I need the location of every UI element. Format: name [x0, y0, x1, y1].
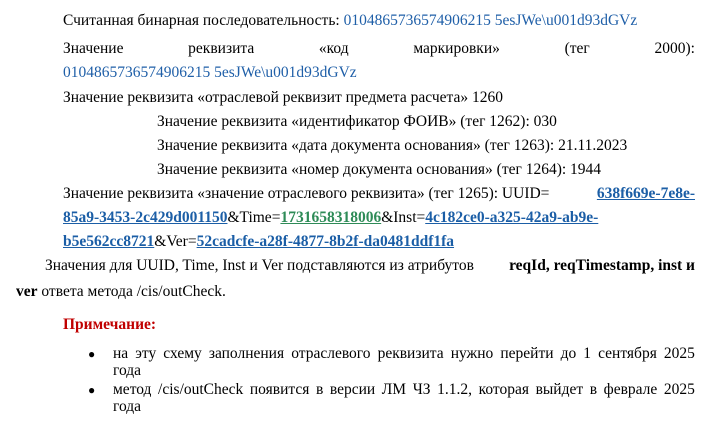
tag-1262-line: Значение реквизита «идентификатор ФОИВ» (тег 1262): 030	[157, 113, 557, 130]
industry-requisite-line: Значение реквизита «отраслевой реквизит предмета расчета» 1260	[63, 89, 503, 106]
tag-2000-word: Значение	[63, 40, 124, 57]
bullet-icon: ●	[88, 347, 96, 361]
word: схему	[163, 345, 202, 362]
attributes-note-tail: ответа метода /cis/outCheck.	[37, 283, 226, 300]
word: 1	[583, 345, 592, 362]
ver-label: &Ver=	[154, 233, 197, 250]
tag-1265-line-3	[63, 233, 454, 251]
tag-2000-line	[63, 40, 695, 58]
tag-1263-line: Значение реквизита «дата документа основания» (тег 1263): 21.11.2023	[157, 137, 628, 154]
attr-reqtimestamp: reqTimestamp	[553, 257, 651, 274]
word: до	[560, 345, 577, 362]
binary-sequence-label: Считанная бинарная последовательность:	[63, 12, 340, 29]
word: заполнения	[208, 345, 285, 362]
attr-reqid: reqId	[509, 257, 546, 274]
note-item-2	[113, 381, 695, 415]
note-item-1-tail: года	[113, 362, 142, 379]
note-item-2-tail: года	[113, 398, 142, 415]
word: нужно	[450, 345, 494, 362]
note-item-2-line	[113, 381, 695, 398]
ver-link[interactable]: 52cadcfe-a28f-4877-8b2f-da0481ddf1fa	[196, 233, 455, 250]
word: реквизита	[377, 345, 444, 362]
time-label: &Time=	[227, 209, 281, 226]
inst-link-part[interactable]: b5e562cc8721	[63, 233, 155, 250]
word: перейти	[500, 345, 554, 362]
word: которая	[478, 381, 529, 398]
attr-sep: ,	[545, 257, 554, 274]
word: версии	[329, 381, 376, 398]
word: 1.1.2,	[437, 381, 472, 398]
tag-2000-word: маркировки»	[413, 40, 500, 57]
tag-2000-word: 2000):	[654, 40, 695, 57]
attr-inst: inst и	[658, 257, 695, 274]
note-title: Примечание:	[63, 316, 157, 333]
word: в	[315, 381, 324, 398]
bullet-icon: ●	[88, 383, 96, 397]
note-item-1	[113, 345, 695, 379]
tag-2000-word: «код	[318, 40, 349, 57]
word: сентября	[598, 345, 657, 362]
attributes-note-line-1	[45, 257, 695, 275]
word: ЛМ	[381, 381, 407, 398]
word: метод	[113, 381, 152, 398]
word: эту	[135, 345, 157, 362]
attr-sep: ,	[650, 257, 659, 274]
uuid-link-part[interactable]: 85a9-3453-2c429d001150	[63, 209, 228, 226]
word: ЧЗ	[412, 381, 431, 398]
tag-1265-line-1	[63, 185, 695, 203]
word: 2025	[663, 381, 695, 398]
attributes-note-text: Значения для UUID, Time, Inst и Ver подставляются из атрибутов	[45, 257, 474, 274]
binary-sequence-line	[63, 12, 637, 30]
uuid-link-part[interactable]: 638f669e-7e8e-	[596, 185, 695, 202]
word: выйдет	[535, 381, 584, 398]
tag-2000-value: 0104865736574906215 5esJWe\u001d93dGVz	[63, 64, 357, 81]
tag-2000-word: (тег	[564, 40, 590, 57]
word: /cis/outCheck	[158, 381, 244, 398]
tag-1264-line: Значение реквизита «номер документа основания» (тег 1264): 1944	[157, 161, 602, 178]
tag-1265-text: Значение реквизита «значение отраслевого реквизита» (тег 1265): UUID=	[63, 185, 550, 202]
binary-sequence-value: 0104865736574906215 5esJWe\u001d93dGVz	[343, 12, 638, 29]
word: в	[589, 381, 598, 398]
tag-1265-line-2	[63, 209, 598, 227]
inst-link-part[interactable]: 4c182ce0-a325-42a9-ab9e-	[425, 209, 599, 226]
time-value[interactable]: 1731658318006	[280, 209, 382, 226]
word: феврале	[603, 381, 658, 398]
attributes-note-line-2	[16, 283, 226, 301]
word: на	[113, 345, 129, 362]
tag-2000-word: реквизита	[188, 40, 255, 57]
note-item-1-line	[113, 345, 695, 362]
attr-ver: ver	[16, 283, 38, 300]
inst-label: &Inst=	[381, 209, 426, 226]
word: появится	[249, 381, 310, 398]
word: 2025	[663, 345, 695, 362]
word: отраслевого	[291, 345, 371, 362]
